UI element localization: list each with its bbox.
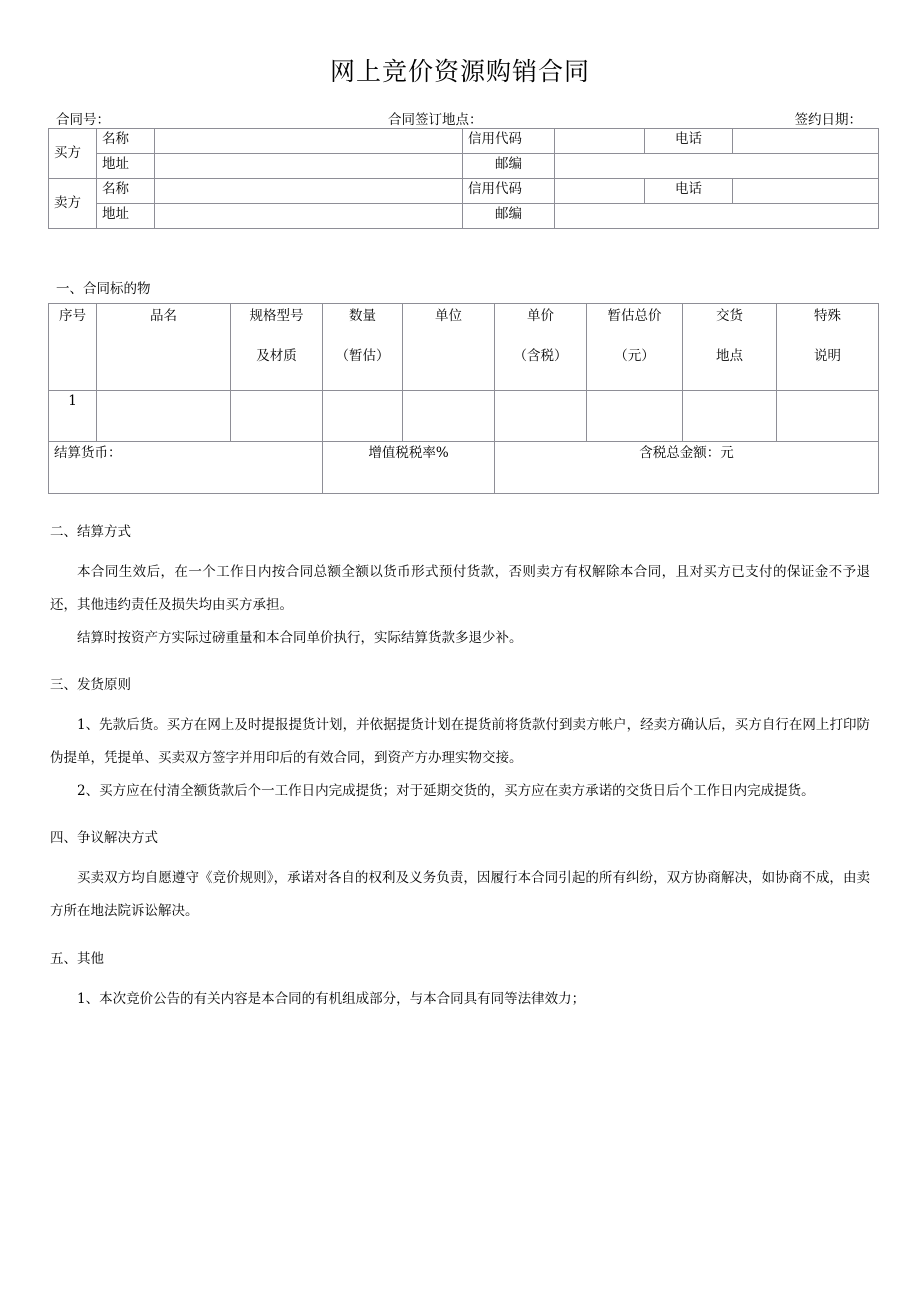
table-row (49, 154, 879, 179)
section-four-paragraph-1: 买卖双方均自愿遵守《竞价规则》，承诺对各自的权利及义务负责，因履行本合同引起的所有纠纷，双方协商解决，如协商不成，由卖方所在地法院诉讼解决。 (50, 870, 870, 920)
buyer-address-label: 地址 (97, 154, 155, 179)
goods-row-product-name[interactable] (97, 391, 231, 442)
seller-phone-value[interactable] (733, 179, 879, 204)
buyer-postcode-value[interactable] (555, 154, 879, 179)
seller-postcode-label: 邮编 (463, 204, 555, 229)
goods-row-delivery[interactable] (683, 391, 777, 442)
contract-body (48, 520, 872, 1016)
goods-row-remark[interactable] (777, 391, 879, 442)
signing-date-label: 签约日期： (794, 112, 862, 128)
goods-row-quantity[interactable] (323, 391, 403, 442)
goods-table-footer-row (49, 442, 879, 494)
section-three-paragraph-2: 2、买方应在付清全额货款后个一工作日内完成提货；对于延期交货的，买方应在卖方承诺的交货日后个工作日内完成提货。 (77, 783, 815, 800)
contract-number-label: 合同号： (56, 112, 110, 128)
contract-meta-row (48, 108, 872, 128)
column-header-delivery-line2: 地点 (716, 348, 743, 365)
buyer-credit-code-value[interactable] (555, 129, 645, 154)
section-two-paragraph-2: 结算时按资产方实际过磅重量和本合同单价执行，实际结算货款多退少补。 (77, 630, 523, 647)
section-three-heading: 三、发货原则 (50, 677, 131, 694)
goods-row-unit[interactable] (403, 391, 495, 442)
column-header-seq: 序号 (49, 304, 97, 391)
column-header-unit: 单位 (403, 304, 495, 391)
section-four-heading: 四、争议解决方式 (50, 830, 158, 847)
signing-place-label: 合同签订地点： (388, 112, 483, 128)
settlement-currency-label: 结算货币： (49, 442, 323, 494)
seller-postcode-value[interactable] (555, 204, 879, 229)
column-header-total-line2: （元） (614, 348, 655, 365)
column-header-price (495, 304, 587, 391)
seller-label: 卖方 (49, 179, 97, 229)
buyer-postcode-label: 邮编 (463, 154, 555, 179)
section-three-paragraph-1: 1、先款后货。买方在网上及时提报提货计划，并依据提货计划在提货前将货款付到卖方帐户，经卖方确认后，买方自行在网上打印防伪提单，凭提单、买卖双方签字并用印后的有效合同，到资产方办理实物交接。 (50, 717, 870, 767)
seller-credit-code-value[interactable] (555, 179, 645, 204)
column-header-delivery-line1: 交货 (716, 308, 743, 324)
column-header-total (587, 304, 683, 391)
vat-rate-label: 增值税税率% (323, 442, 495, 494)
column-header-spec-line1: 规格型号 (249, 308, 304, 324)
column-header-remark (777, 304, 879, 391)
column-header-remark-line1: 特殊 (814, 308, 841, 324)
seller-credit-code-label: 信用代码 (463, 179, 555, 204)
buyer-phone-value[interactable] (733, 129, 879, 154)
column-header-spec (231, 304, 323, 391)
seller-name-label: 名称 (97, 179, 155, 204)
column-header-price-line2: （含税） (513, 348, 568, 365)
section-five-paragraph-1: 1、本次竞价公告的有关内容是本合同的有机组成部分，与本合同具有同等法律效力； (77, 990, 586, 1007)
column-header-product-name: 品名 (97, 304, 231, 391)
buyer-credit-code-label: 信用代码 (463, 129, 555, 154)
column-header-total-line1: 暂估总价 (607, 308, 662, 324)
goods-row-spec[interactable] (231, 391, 323, 442)
table-row (49, 391, 879, 442)
section-two-heading: 二、结算方式 (50, 524, 131, 540)
section-five-heading: 五、其他 (50, 950, 104, 967)
table-row (49, 179, 879, 204)
seller-address-value[interactable] (155, 204, 463, 229)
total-amount-label: 含税总金额：元 (495, 442, 879, 494)
buyer-phone-label: 电话 (645, 129, 733, 154)
column-header-delivery (683, 304, 777, 391)
buyer-label: 买方 (49, 129, 97, 179)
goods-table-header-row (49, 304, 879, 391)
goods-row-total[interactable] (587, 391, 683, 442)
goods-row-price[interactable] (495, 391, 587, 442)
goods-table (48, 303, 879, 494)
seller-address-label: 地址 (97, 204, 155, 229)
party-info-table (48, 128, 879, 229)
column-header-price-line1: 单价 (527, 308, 554, 324)
buyer-address-value[interactable] (155, 154, 463, 179)
goods-row-seq: 1 (49, 391, 97, 442)
column-header-quantity-line1: 数量 (349, 308, 376, 324)
column-header-remark-line2: 说明 (814, 348, 841, 365)
table-row (49, 129, 879, 154)
section-one-heading: 一、合同标的物 (56, 281, 151, 297)
buyer-name-label: 名称 (97, 129, 155, 154)
buyer-name-value[interactable] (155, 129, 463, 154)
seller-phone-label: 电话 (645, 179, 733, 204)
column-header-quantity (323, 304, 403, 391)
column-header-spec-line2: 及材质 (256, 348, 297, 365)
table-row (49, 204, 879, 229)
page-title: 网上竞价资源购销合同 (329, 57, 590, 86)
column-header-quantity-line2: （暂估） (335, 348, 390, 365)
seller-name-value[interactable] (155, 179, 463, 204)
section-two-paragraph-1: 本合同生效后，在一个工作日内按合同总额全额以货币形式预付货款，否则卖方有权解除本合同，且对买方已支付的保证金不予退还，其他违约责任及损失均由买方承担。 (50, 564, 870, 614)
